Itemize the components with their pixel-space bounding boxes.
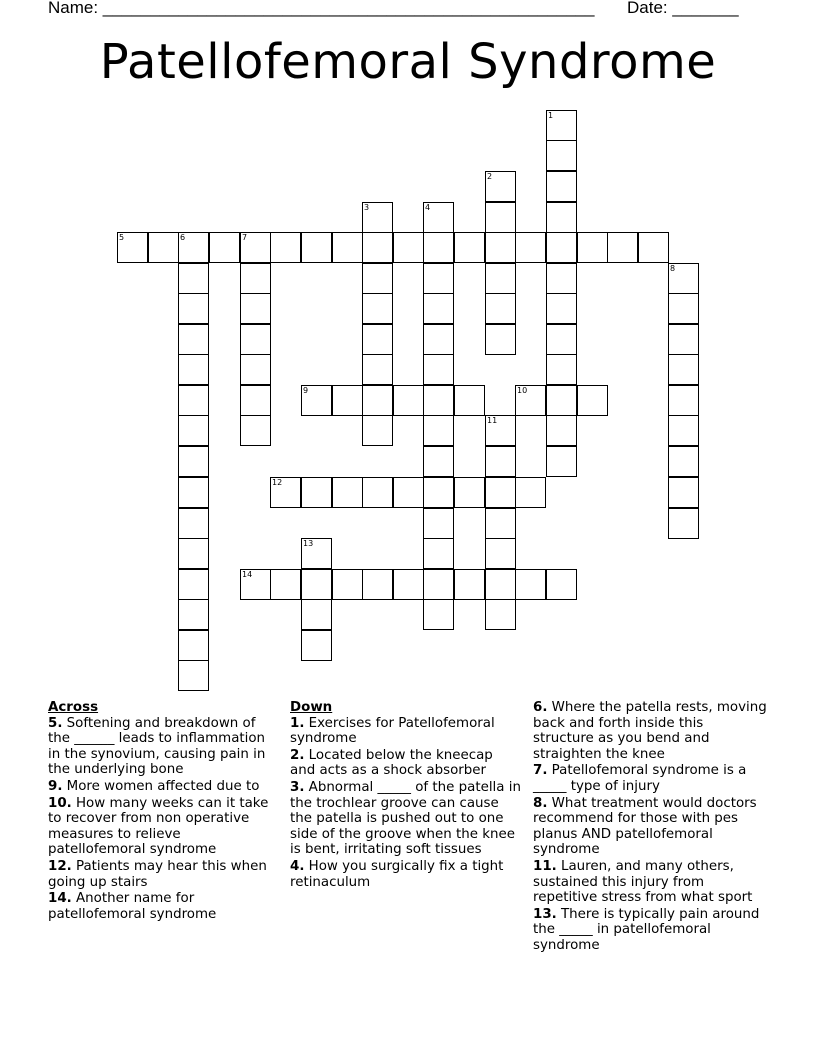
clue-item-number: 12. <box>48 858 72 874</box>
clue-number: 11 <box>487 416 498 425</box>
clue-number: 9 <box>303 386 309 395</box>
grid-cell[interactable] <box>240 263 271 294</box>
grid-cell[interactable] <box>270 232 301 263</box>
grid-cell[interactable] <box>546 232 577 263</box>
clue-item <box>290 748 522 779</box>
grid-cell[interactable] <box>485 232 516 263</box>
clue-item-text: Where the patella rests, moving back and forth inside this structure as you bend and straighten the knee <box>533 700 767 762</box>
clue-item <box>533 700 768 762</box>
clue-item <box>48 779 278 795</box>
grid-cell[interactable] <box>668 446 699 477</box>
grid-cell[interactable] <box>515 477 546 508</box>
grid-cell[interactable] <box>454 385 485 416</box>
clue-item-text: Abnormal _____ of the patella in the trochlear groove can cause the patella is pushed out to one side of the groove when the knee is bent, irritating soft tissues <box>290 779 521 858</box>
grid-cell[interactable] <box>332 232 363 263</box>
grid-cell[interactable] <box>668 415 699 446</box>
grid-cell[interactable] <box>178 232 209 263</box>
grid-cell[interactable] <box>454 477 485 508</box>
down-clue-list <box>290 716 522 891</box>
grid-cell[interactable] <box>117 232 148 263</box>
grid-cell[interactable] <box>546 263 577 294</box>
grid-cell[interactable] <box>240 293 271 324</box>
grid-cell[interactable] <box>423 446 454 477</box>
grid-cell[interactable] <box>423 293 454 324</box>
grid-cell[interactable] <box>240 415 271 446</box>
clue-number: 4 <box>425 203 431 212</box>
grid-cell[interactable] <box>178 630 209 661</box>
clue-item-number: 3. <box>290 779 305 795</box>
grid-cell[interactable] <box>362 385 393 416</box>
clue-item-text: Lauren, and many others, sustained this injury from repetitive stress from what sport <box>533 858 753 906</box>
clue-number: 5 <box>119 233 125 242</box>
clue-item <box>533 907 768 954</box>
clue-item-number: 7. <box>533 763 548 779</box>
clue-item <box>290 780 522 858</box>
grid-cell[interactable] <box>362 232 393 263</box>
grid-cell[interactable] <box>546 446 577 477</box>
grid-cell[interactable] <box>485 446 516 477</box>
clue-number: 6 <box>180 233 186 242</box>
grid-cell[interactable] <box>485 538 516 569</box>
grid-cell[interactable] <box>454 232 485 263</box>
grid-cell[interactable] <box>240 354 271 385</box>
grid-cell[interactable] <box>301 569 332 600</box>
down-clue-list-continued <box>533 700 768 954</box>
grid-cell[interactable] <box>362 415 393 446</box>
grid-cell[interactable] <box>393 385 424 416</box>
clue-item <box>290 859 522 890</box>
grid-cell[interactable] <box>668 385 699 416</box>
grid-cell[interactable] <box>423 385 454 416</box>
grid-cell[interactable] <box>362 569 393 600</box>
grid-cell[interactable] <box>423 508 454 539</box>
grid-cell[interactable] <box>454 569 485 600</box>
grid-cell[interactable] <box>240 385 271 416</box>
clue-item-number: 4. <box>290 858 305 874</box>
clue-item-number: 5. <box>48 715 63 731</box>
grid-cell[interactable] <box>668 508 699 539</box>
grid-cell[interactable] <box>485 415 516 446</box>
clue-number: 10 <box>517 386 528 395</box>
grid-cell[interactable] <box>423 324 454 355</box>
grid-cell[interactable] <box>668 293 699 324</box>
clue-item-number: 6. <box>533 700 548 715</box>
grid-cell[interactable] <box>546 415 577 446</box>
grid-cell[interactable] <box>362 293 393 324</box>
grid-cell[interactable] <box>240 569 271 600</box>
clue-item-text: How you surgically fix a tight retinaculum <box>290 858 504 890</box>
grid-cell[interactable] <box>577 385 608 416</box>
grid-cell[interactable] <box>423 202 454 233</box>
grid-cell[interactable] <box>178 415 209 446</box>
grid-cell[interactable] <box>485 293 516 324</box>
grid-cell[interactable] <box>178 354 209 385</box>
clue-item-text: Softening and breakdown of the ______ leads to inflammation in the synovium, causing pain in the underlying bone <box>48 715 266 778</box>
clue-item-text: More women affected due to <box>62 778 260 794</box>
grid-cell[interactable] <box>178 538 209 569</box>
grid-cell[interactable] <box>270 569 301 600</box>
grid-cell[interactable] <box>668 354 699 385</box>
grid-cell[interactable] <box>485 477 516 508</box>
clue-item-text: Another name for patellofemoral syndrome <box>48 891 217 922</box>
clue-item <box>48 891 278 922</box>
grid-cell[interactable] <box>546 140 577 171</box>
grid-cell[interactable] <box>270 477 301 508</box>
clue-item-text: What treatment would doctors recommend for those with pes planus AND patellofemoral syndrome <box>533 795 757 858</box>
down-clues-continued <box>533 700 768 955</box>
grid-cell[interactable] <box>546 569 577 600</box>
grid-cell[interactable] <box>423 263 454 294</box>
grid-cell[interactable] <box>301 477 332 508</box>
across-heading: Across <box>48 700 99 715</box>
clue-item-number: 2. <box>290 747 305 763</box>
grid-cell[interactable] <box>301 630 332 661</box>
grid-cell[interactable] <box>485 569 516 600</box>
grid-cell[interactable] <box>362 477 393 508</box>
clue-item-number: 13. <box>533 906 557 922</box>
grid-cell[interactable] <box>485 171 516 202</box>
grid-cell[interactable] <box>577 232 608 263</box>
grid-cell[interactable] <box>393 569 424 600</box>
grid-cell[interactable] <box>178 324 209 355</box>
grid-cell[interactable] <box>485 508 516 539</box>
grid-cell[interactable] <box>423 415 454 446</box>
grid-cell[interactable] <box>178 660 209 691</box>
grid-cell[interactable] <box>668 263 699 294</box>
grid-cell[interactable] <box>546 293 577 324</box>
name-field-label: Name: ____________________________________________________ <box>48 0 595 17</box>
grid-cell[interactable] <box>332 385 363 416</box>
grid-cell[interactable] <box>393 232 424 263</box>
grid-cell[interactable] <box>148 232 179 263</box>
grid-cell[interactable] <box>485 324 516 355</box>
clue-item <box>533 796 768 858</box>
grid-cell[interactable] <box>178 263 209 294</box>
clue-item-text: There is typically pain around the _____ in patellofemoral syndrome <box>533 906 760 953</box>
clue-item-text: Exercises for Patellofemoral syndrome <box>290 715 495 747</box>
clue-item <box>533 859 768 906</box>
grid-cell[interactable] <box>546 202 577 233</box>
grid-cell[interactable] <box>301 232 332 263</box>
grid-cell[interactable] <box>362 263 393 294</box>
clue-item-text: Patellofemoral syndrome is a _____ type of injury <box>533 763 747 794</box>
grid-cell[interactable] <box>485 599 516 630</box>
grid-cell[interactable] <box>178 293 209 324</box>
grid-cell[interactable] <box>423 569 454 600</box>
across-clues <box>48 700 278 923</box>
grid-cell[interactable] <box>546 324 577 355</box>
grid-cell[interactable] <box>546 354 577 385</box>
down-heading: Down <box>290 700 333 715</box>
clue-item <box>48 716 278 778</box>
page-title: Patellofemoral Syndrome <box>99 34 717 90</box>
clue-number: 14 <box>242 570 253 579</box>
clue-item <box>290 716 522 747</box>
grid-cell[interactable] <box>607 232 638 263</box>
across-clue-list <box>48 716 278 923</box>
grid-cell[interactable] <box>240 232 271 263</box>
clue-item-number: 14. <box>48 891 72 907</box>
grid-cell[interactable] <box>423 538 454 569</box>
grid-cell[interactable] <box>515 232 546 263</box>
clue-number: 12 <box>272 478 283 487</box>
grid-cell[interactable] <box>668 324 699 355</box>
clue-item-number: 11. <box>533 858 557 874</box>
grid-cell[interactable] <box>423 354 454 385</box>
clue-item-text: Located below the kneecap and acts as a shock absorber <box>290 747 493 779</box>
grid-cell[interactable] <box>515 385 546 416</box>
clue-number: 7 <box>242 233 248 242</box>
grid-cell[interactable] <box>332 477 363 508</box>
grid-cell[interactable] <box>178 385 209 416</box>
grid-cell[interactable] <box>393 477 424 508</box>
grid-cell[interactable] <box>362 324 393 355</box>
grid-cell[interactable] <box>301 538 332 569</box>
grid-cell[interactable] <box>178 446 209 477</box>
grid-cell[interactable] <box>240 324 271 355</box>
grid-cell[interactable] <box>178 477 209 508</box>
clue-number: 1 <box>548 111 554 120</box>
clue-item-number: 8. <box>533 795 548 811</box>
grid-cell[interactable] <box>209 232 240 263</box>
grid-cell[interactable] <box>362 354 393 385</box>
grid-cell[interactable] <box>332 569 363 600</box>
grid-cell[interactable] <box>668 477 699 508</box>
grid-cell[interactable] <box>546 385 577 416</box>
grid-cell[interactable] <box>423 232 454 263</box>
clue-item-number: 9. <box>48 778 63 794</box>
clue-number: 8 <box>670 264 676 273</box>
clue-item-text: How many weeks can it take to recover from non operative measures to relieve patellofemoral syndrome <box>48 795 269 858</box>
clue-number: 2 <box>487 172 493 181</box>
clue-item-number: 1. <box>290 715 305 731</box>
grid-cell[interactable] <box>546 110 577 141</box>
grid-cell[interactable] <box>515 569 546 600</box>
grid-cell[interactable] <box>362 202 393 233</box>
clue-item <box>48 859 278 890</box>
down-clues <box>290 700 522 891</box>
grid-cell[interactable] <box>423 599 454 630</box>
grid-cell[interactable] <box>301 599 332 630</box>
grid-cell[interactable] <box>546 171 577 202</box>
clue-item <box>533 763 768 794</box>
grid-cell[interactable] <box>178 508 209 539</box>
clue-number: 13 <box>303 539 314 548</box>
grid-cell[interactable] <box>301 385 332 416</box>
grid-cell[interactable] <box>423 477 454 508</box>
grid-cell[interactable] <box>178 569 209 600</box>
grid-cell[interactable] <box>178 599 209 630</box>
clue-item-text: Patients may hear this when going up stairs <box>48 858 267 890</box>
grid-cell[interactable] <box>485 263 516 294</box>
grid-cell[interactable] <box>485 202 516 233</box>
clue-item <box>48 796 278 858</box>
clue-number: 3 <box>364 203 370 212</box>
clue-item-number: 10. <box>48 795 72 811</box>
date-field-label: Date: _______ <box>627 0 739 17</box>
grid-cell[interactable] <box>638 232 669 263</box>
